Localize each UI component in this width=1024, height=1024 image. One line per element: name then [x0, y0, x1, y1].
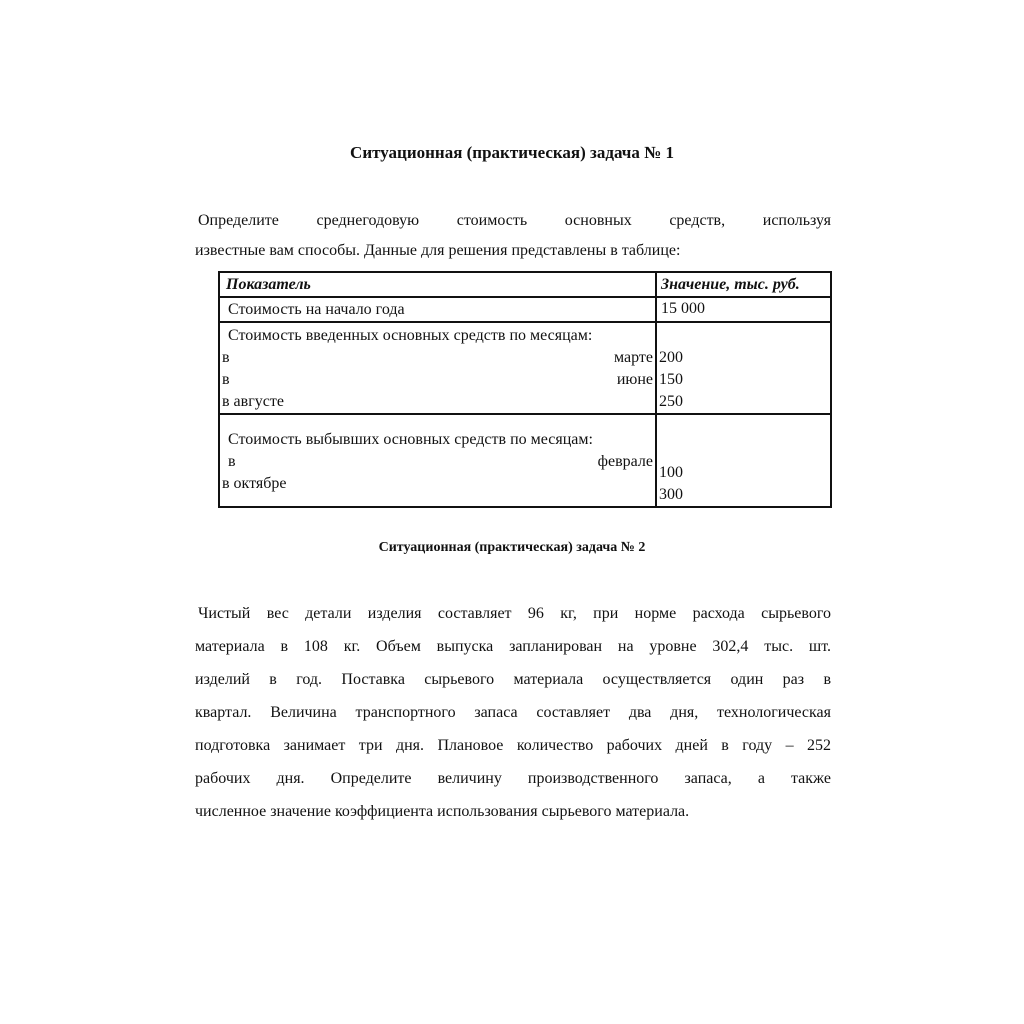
table-header-row [219, 272, 831, 297]
introduced-prefix: в [222, 371, 230, 388]
row-retired-label [219, 414, 656, 507]
task2-line-6: рабочих дня. Определите величину производственного запаса, а также [195, 770, 831, 787]
row-start-cost-value [656, 297, 831, 322]
retired-item [220, 451, 655, 473]
task1-title: Ситуационная (практическая) задача № 1 [350, 143, 674, 162]
row-introduced-label [219, 322, 656, 414]
introduced-heading: Стоимость введенных основных средств по месяцам: [228, 327, 593, 344]
introduced-month: в августе [222, 393, 284, 410]
row-introduced-values [656, 322, 831, 414]
row-start-cost-label [219, 297, 656, 322]
retired-heading: Стоимость выбывших основных средств по месяцам: [228, 431, 593, 448]
introduced-item [220, 369, 655, 391]
introduced-prefix: в [222, 349, 230, 366]
retired-month: феврале [597, 453, 653, 470]
retired-month: в октябре [222, 475, 287, 492]
task1-paragraph [195, 206, 831, 266]
task2-line-1: Чистый вес детали изделия составляет 96 кг, при норме расхода сырьевого [198, 605, 831, 622]
task1-line-2: известные вам способы. Данные для решения представлены в таблице: [195, 242, 681, 259]
retired-prefix: в [228, 453, 236, 470]
retired-value: 300 [659, 486, 683, 503]
introduced-value: 150 [659, 371, 683, 388]
retired-value: 100 [659, 464, 683, 481]
start-cost-label: Стоимость на начало года [228, 301, 405, 318]
task2-line-4: квартал. Величина транспортного запаса составляет два дня, технологическая [195, 704, 831, 721]
task2-line-7: численное значение коэффициента использования сырьевого материала. [195, 803, 690, 820]
table-row [219, 322, 831, 414]
retired-item [220, 473, 655, 495]
task1-line-1: Определите среднегодовую стоимость основных средств, используя [198, 212, 831, 229]
header-indicator: Показатель [219, 272, 656, 297]
start-cost-value: 15 000 [661, 300, 705, 317]
introduced-value: 250 [659, 393, 683, 410]
introduced-item [220, 347, 655, 369]
task2-line-5: подготовка занимает три дня. Плановое количество рабочих дней в году – 252 [195, 737, 831, 754]
fixed-assets-table [218, 271, 832, 508]
task2-line-2: материала в 108 кг. Объем выпуска запланирован на уровне 302,4 тыс. шт. [195, 638, 831, 655]
introduced-month: марте [614, 349, 653, 366]
task2-title: Ситуационная (практическая) задача № 2 [378, 540, 646, 555]
introduced-item [220, 391, 655, 413]
task2-line-3: изделий в год. Поставка сырьевого материала осуществляется один раз в [195, 671, 831, 688]
introduced-month: июне [616, 371, 653, 388]
introduced-value: 200 [659, 349, 683, 366]
header-value: Значение, тыс. руб. [656, 272, 831, 297]
row-retired-values [656, 414, 831, 507]
table-row [219, 414, 831, 507]
task2-paragraph [195, 597, 831, 828]
table-row [219, 297, 831, 322]
